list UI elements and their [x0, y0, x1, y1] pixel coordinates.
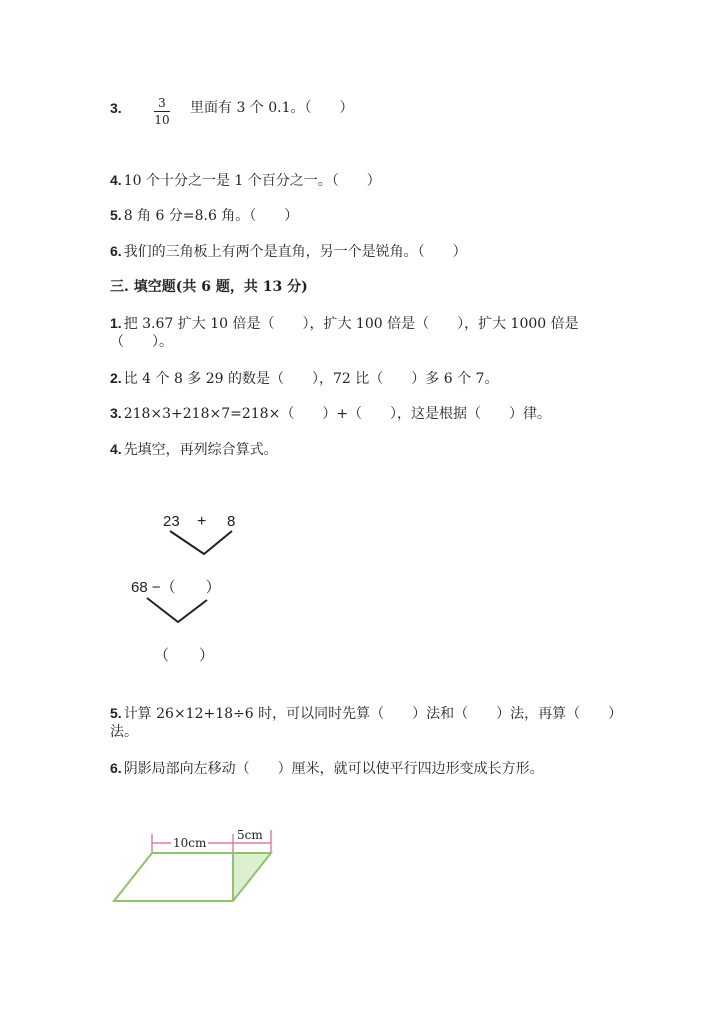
question-number: 4. — [110, 172, 122, 188]
fraction-numerator: 3 — [158, 96, 166, 110]
judge-question-3-text — [190, 98, 354, 118]
question-text: 阴影局部向左移动（ ）厘米，就可以使平行四边形变成长方形。 — [123, 761, 544, 777]
question-text: 比 4 个 8 多 29 的数是（ ），72 比（ ）多 6 个 7。 — [123, 371, 499, 387]
section-title-text: 三. 填空题(共 6 题，共 13 分) — [110, 279, 308, 295]
question-text: 218×3+218×7=218×（ ）+（ ），这是根据（ ）律。 — [123, 406, 552, 422]
fill-question-3 — [110, 403, 551, 424]
question-text: 把 3.67 扩大 10 倍是（ ），扩大 100 倍是（ ），扩大 1000 倍是 — [123, 316, 579, 332]
question-text: 我们的三角板上有两个是直角，另一个是锐角。（ ） — [123, 244, 467, 260]
question-number: 1. — [110, 315, 122, 331]
section-title — [110, 277, 308, 297]
dimension-label-5cm: 5cm — [237, 828, 263, 842]
calculation-tree-diagram — [120, 500, 260, 670]
judge-question-6 — [110, 241, 467, 262]
tree-result-blank: （ ） — [154, 647, 215, 664]
tree-plus-sign: + — [197, 513, 207, 530]
fill-question-5 — [110, 703, 622, 724]
fill-question-2 — [110, 368, 498, 389]
dimension-label-10cm: 10cm — [173, 836, 207, 850]
fill-question-6 — [110, 758, 544, 779]
question-number: 3. — [110, 100, 122, 116]
question-text-continued: （ ）。 — [110, 334, 173, 350]
judge-question-4 — [110, 170, 381, 191]
fraction-bar — [154, 111, 170, 112]
tree-row-68-minus: 68 −（ ） — [131, 579, 221, 596]
tree-number-8: 8 — [227, 513, 236, 530]
question-number: 3. — [110, 405, 122, 421]
judge-question-3 — [110, 98, 124, 119]
fill-question-1 — [110, 313, 579, 334]
question-number: 5. — [110, 207, 122, 223]
question-text: 10 个十分之一是 1 个百分之一。（ ） — [123, 173, 381, 189]
question-text-continued: 法。 — [110, 724, 138, 740]
question-text: 8 角 6 分=8.6 角。（ ） — [123, 208, 299, 224]
question-text: 计算 26×12+18÷6 时，可以同时先算（ ）法和（ ）法，再算（ ） — [123, 706, 623, 722]
question-number: 5. — [110, 705, 122, 721]
question-number: 6. — [110, 243, 122, 259]
question-text: 先填空，再列综合算式。 — [123, 442, 278, 458]
tree-connector-bottom — [147, 598, 207, 622]
question-number: 4. — [110, 441, 122, 457]
judge-question-5 — [110, 205, 298, 226]
question-number: 6. — [110, 760, 122, 776]
fraction-denominator: 10 — [154, 113, 170, 127]
fill-question-4 — [110, 439, 278, 460]
tree-number-23: 23 — [163, 513, 180, 530]
question-number: 2. — [110, 370, 122, 386]
fill-question-5-cont — [110, 722, 138, 742]
fraction-3-10 — [154, 96, 170, 127]
tree-connector-top — [170, 531, 232, 554]
question-text: 里面有 3 个 0.1。（ ） — [190, 100, 354, 116]
parallelogram-figure — [105, 820, 285, 910]
fill-question-1-cont — [110, 332, 173, 352]
